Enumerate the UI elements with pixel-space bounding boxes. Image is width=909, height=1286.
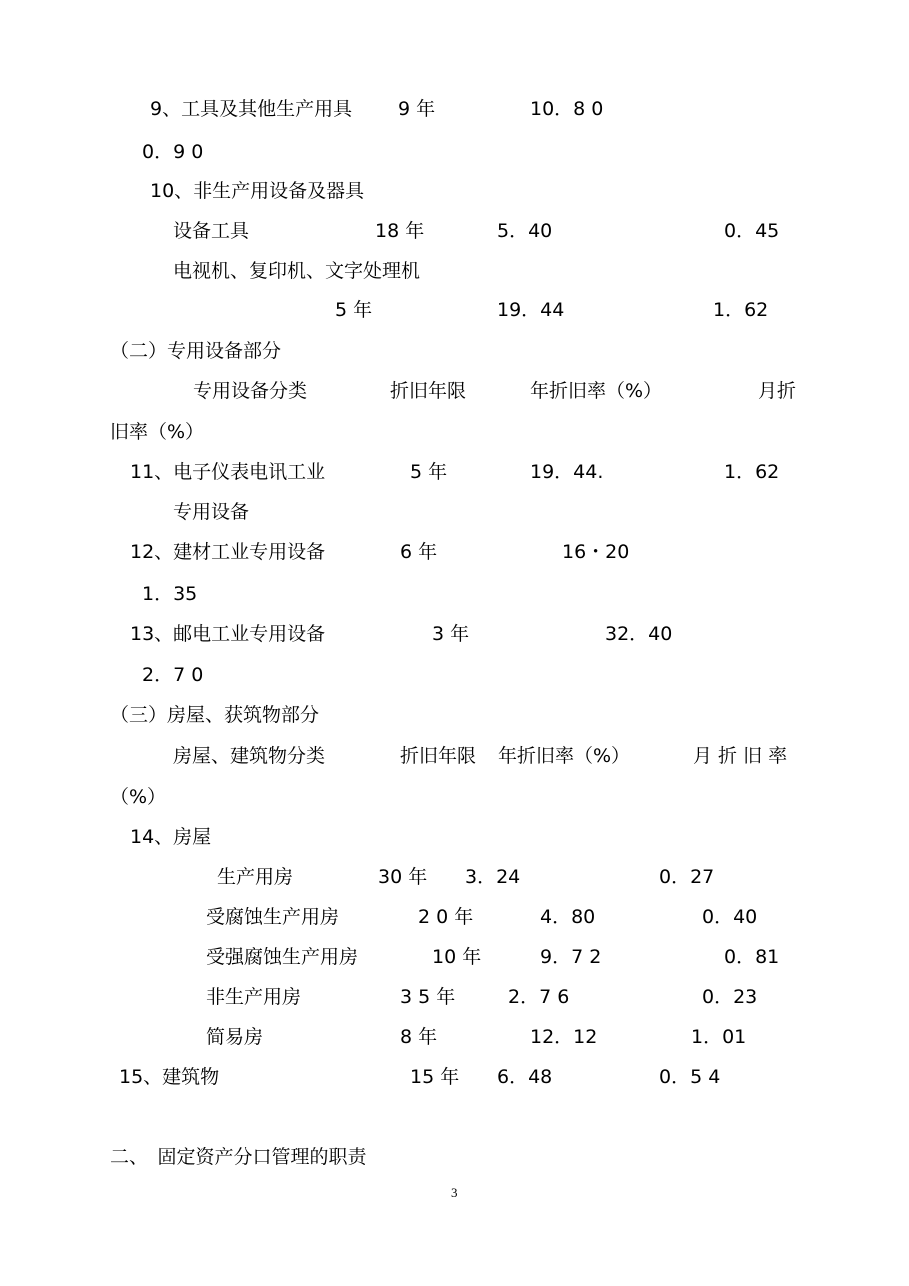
section-3-header-life: 折旧年限 xyxy=(400,745,477,767)
item-14-row-annual-rate: 3．24 xyxy=(465,866,521,888)
item-13-years: 3 年 xyxy=(432,623,470,645)
item-14-row-monthly-rate: 0．27 xyxy=(659,866,715,888)
item-15-years: 15 年 xyxy=(410,1066,460,1088)
item-14-row-years: 3 5 年 xyxy=(400,986,456,1008)
item-14-row-monthly-rate: 1．01 xyxy=(691,1026,747,1048)
item-14-row-name: 受腐蚀生产用房 xyxy=(206,906,340,928)
item-14-row-name: 生产用房 xyxy=(217,866,294,888)
item-14-row-annual-rate: 9．7 2 xyxy=(540,946,602,968)
item-14-row-years: 10 年 xyxy=(432,946,482,968)
part-2-heading: 二、 固定资产分口管理的职责 xyxy=(110,1146,367,1168)
item-13-annual-rate: 32．40 xyxy=(605,623,673,645)
section-3-header-annual: 年折旧率（%） xyxy=(498,745,631,767)
item-9-annual-rate: 10．8 0 xyxy=(530,98,604,120)
item-11-name-cont: 专用设备 xyxy=(173,501,250,523)
item-15-monthly-rate: 0．5 4 xyxy=(659,1066,721,1088)
section-3-header-monthly-cont: （%） xyxy=(110,786,167,808)
section-2-header-category: 专用设备分类 xyxy=(193,380,308,402)
item-14-row-name: 受强腐蚀生产用房 xyxy=(206,946,359,968)
item-14-row-years: 8 年 xyxy=(400,1026,438,1048)
item-12-name: 12、建材工业专用设备 xyxy=(130,541,326,563)
section-2-header-monthly: 月折 xyxy=(758,380,797,402)
item-10-sub1-years: 18 年 xyxy=(375,220,425,242)
item-13-monthly-rate: 2．7 0 xyxy=(142,664,204,686)
item-14-row-annual-rate: 2．7 6 xyxy=(508,986,570,1008)
section-2-title: （二）专用设备部分 xyxy=(110,340,282,362)
item-10-sub1-name: 设备工具 xyxy=(173,220,250,242)
item-15-annual-rate: 6．48 xyxy=(497,1066,553,1088)
section-3-title: （三）房屋、获筑物部分 xyxy=(110,704,320,726)
page-number: 3 xyxy=(451,1185,458,1200)
item-11-years: 5 年 xyxy=(410,461,448,483)
item-10-sub2-annual-rate: 19．44 xyxy=(497,299,565,321)
item-10-sub1-annual-rate: 5．40 xyxy=(497,220,553,242)
item-14-row-monthly-rate: 0．23 xyxy=(702,986,758,1008)
item-12-years: 6 年 xyxy=(400,541,438,563)
item-10-sub2-years: 5 年 xyxy=(335,299,373,321)
section-3-header-category: 房屋、建筑物分类 xyxy=(173,745,326,767)
section-2-header-annual: 年折旧率（%） xyxy=(530,380,663,402)
item-14-row-name: 简易房 xyxy=(206,1026,264,1048)
item-14-row-annual-rate: 4．80 xyxy=(540,906,596,928)
item-11-annual-rate: 19．44. xyxy=(530,461,604,483)
item-14-row-name: 非生产用房 xyxy=(206,986,302,1008)
item-11-monthly-rate: 1．62 xyxy=(724,461,780,483)
item-15-name: 15、建筑物 xyxy=(119,1066,220,1088)
item-14-row-monthly-rate: 0．40 xyxy=(702,906,758,928)
item-13-name: 13、邮电工业专用设备 xyxy=(130,623,326,645)
item-14-row-years: 2 0 年 xyxy=(418,906,474,928)
item-14-row-annual-rate: 12．12 xyxy=(530,1026,598,1048)
item-10-sub2-monthly-rate: 1．62 xyxy=(713,299,769,321)
item-14-row-monthly-rate: 0．81 xyxy=(724,946,780,968)
item-9-years: 9 年 xyxy=(398,98,436,120)
section-3-header-monthly: 月 折 旧 率 xyxy=(693,745,788,767)
item-11-name: 11、电子仪表电讯工业 xyxy=(130,461,326,483)
item-12-annual-rate: 16・20 xyxy=(562,541,630,563)
item-9-monthly-rate: 0．9 0 xyxy=(142,141,204,163)
item-10-sub1-monthly-rate: 0．45 xyxy=(724,220,780,242)
section-2-header-monthly-cont: 旧率（%） xyxy=(110,421,205,443)
item-10-sub2-name: 电视机、复印机、文字处理机 xyxy=(173,260,421,282)
item-10-title: 10、非生产用设备及器具 xyxy=(150,180,365,202)
item-12-monthly-rate: 1．35 xyxy=(142,583,198,605)
item-9-name: 9、工具及其他生产用具 xyxy=(150,98,353,120)
section-2-header-life: 折旧年限 xyxy=(390,380,467,402)
item-14-row-years: 30 年 xyxy=(378,866,428,888)
item-14-title: 14、房屋 xyxy=(130,826,212,848)
